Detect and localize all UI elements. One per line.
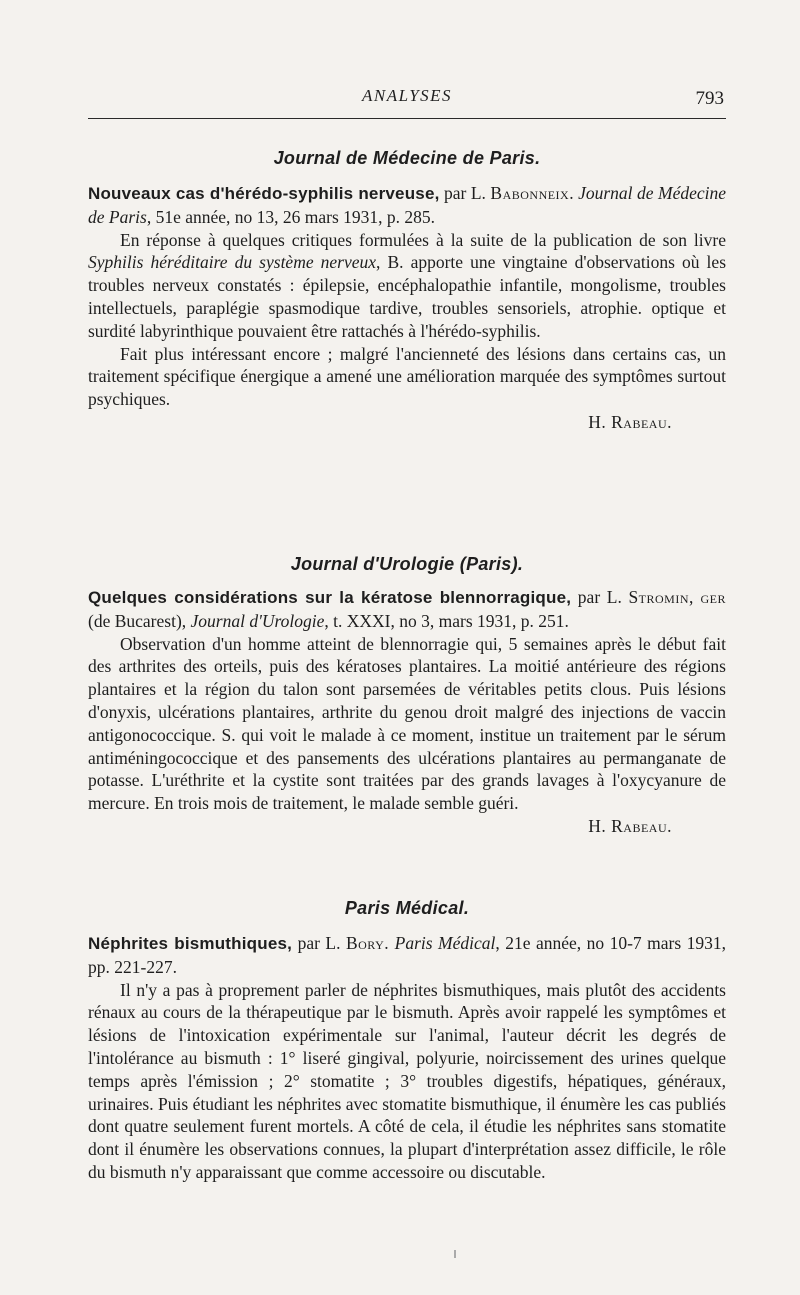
author-name-part2: ger — [700, 587, 726, 607]
author-name: Bory. — [345, 933, 390, 953]
article-reference: Nouveaux cas d'hérédo-syphilis nerveuse, par L. Babonneix. Journal de Médecine de Paris, 51e année, no 13, 26 mars 1931, p. 285. — [88, 183, 727, 227]
citation: , t. XXXI, no 3, mars 1931, p. 251. — [324, 610, 569, 631]
source-journal: Paris Médical — [394, 933, 496, 953]
page-header — [88, 78, 726, 108]
author-place: (de Bucarest), — [88, 610, 191, 631]
article-reference — [88, 586, 726, 633]
paragraph: Fait plus intéressant encore ; malgré l'ancienneté des lésions dans certains cas, un traitement spécifique énergique a amené une amélioration marquée des symptômes surtout psychiques. — [88, 343, 726, 410]
author-name: Babonneix — [490, 183, 570, 203]
author-prefix: par L. — [297, 933, 341, 953]
author-prefix: par L. — [577, 587, 622, 607]
article — [88, 182, 726, 434]
print-mark — [454, 1250, 456, 1258]
article-reference — [88, 932, 726, 979]
article-title: Néphrites bismuthiques, — [88, 934, 293, 953]
citation: , 51e année, no 13, 26 mars 1931, p. 285. — [146, 206, 436, 227]
header-rule — [88, 118, 726, 119]
article-title: Quelques considérations sur la kératose blennorragique, — [88, 588, 572, 607]
source-journal: Journal de Médecine de Paris — [88, 183, 727, 227]
source-journal: Journal d'Urologie — [190, 610, 325, 631]
paragraph-text: En réponse à quelques critiques formulées à la suite de la publication de son livre — [120, 229, 726, 250]
page-content — [88, 78, 727, 1182]
journal-heading: Journal de Médecine de Paris. — [273, 148, 541, 168]
journal-heading: Paris Médical. — [344, 898, 470, 918]
citation: , 21e année, no 10-7 mars 1931, pp. 221-227. — [88, 933, 727, 977]
article — [88, 932, 726, 1184]
paragraph: Il n'y a pas à proprement parler de néphrites bismuthiques, mais plutôt des accidents rénaux au cours de la thérapeutique par le bismuth. Après avoir rappelé les symptômes et lésions de l'intoxication expérimentale sur l'animal, l'auteur décrit les degrés de l'intolérance au bismuth : 1° liseré gingival, polyurie, noircissement des urines quelque temps après l'émission ; 2° stomatite ; 3° troubles digestifs, hépatiques, généraux, urinaires. Puis étudiant les néphrites avec stomatite bismuthique, il énumère les cas publiés dont quatre seulement furent mortels. A côté de cela, il étudie les néphrites sans stomatite dont il énumère les observations connues, la plupart d'interprétation assez difficile, le rôle du bismuth n'y apparaissant que comme accessoire ou discutable. — [88, 979, 726, 1182]
article-title: Nouveaux cas d'hérédo-syphilis nerveuse, — [88, 184, 440, 203]
book-title: Syphilis héréditaire du système nerveux — [88, 252, 377, 273]
page-number: 793 — [695, 88, 724, 109]
journal-heading: Journal d'Urologie (Paris). — [290, 554, 524, 574]
paragraph-text: , B. apporte une vingtaine d'observations où les troubles nerveux constatés : épilepsie, encéphalopathie infantile, mongolisme, troubles intellectuels, paraplégie spasmodique tardive, troubles sensoriels, atrophie. optique et surdité labyrinthique pouvaient être rattachés à l'hérédo-syphilis. — [88, 252, 726, 341]
signature: H. Rabeau. — [588, 411, 672, 432]
article — [88, 586, 726, 838]
paragraph — [88, 229, 726, 343]
running-title: ANALYSES — [361, 86, 453, 105]
author-name-part1: Stromin, — [628, 587, 694, 607]
signature: H. Rabeau. — [588, 815, 672, 836]
author-prefix: par L. — [444, 183, 486, 203]
paragraph: Observation d'un homme atteint de blennorragie qui, 5 semaines après le début fait des arthrites des orteils, puis des kératoses plantaires. La moitié antérieure des régions plantaires et la région du talon sont parsemées de véritables petits clous. Puis lésions d'onyxis, ulcérations plantaires, arthrite du genou droit malgré des injections de vaccin antigonococcique. S. qui voit le malade à ce moment, institue un traitement par le sérum antiméningococcique et des pansements des ulcérations plantaires au permanganate de potasse. L'uréthrite et la cystite sont traitées par des grands lavages à l'oxycyanure de mercure. En trois mois de traitement, le malade semble guéri. — [88, 633, 726, 814]
